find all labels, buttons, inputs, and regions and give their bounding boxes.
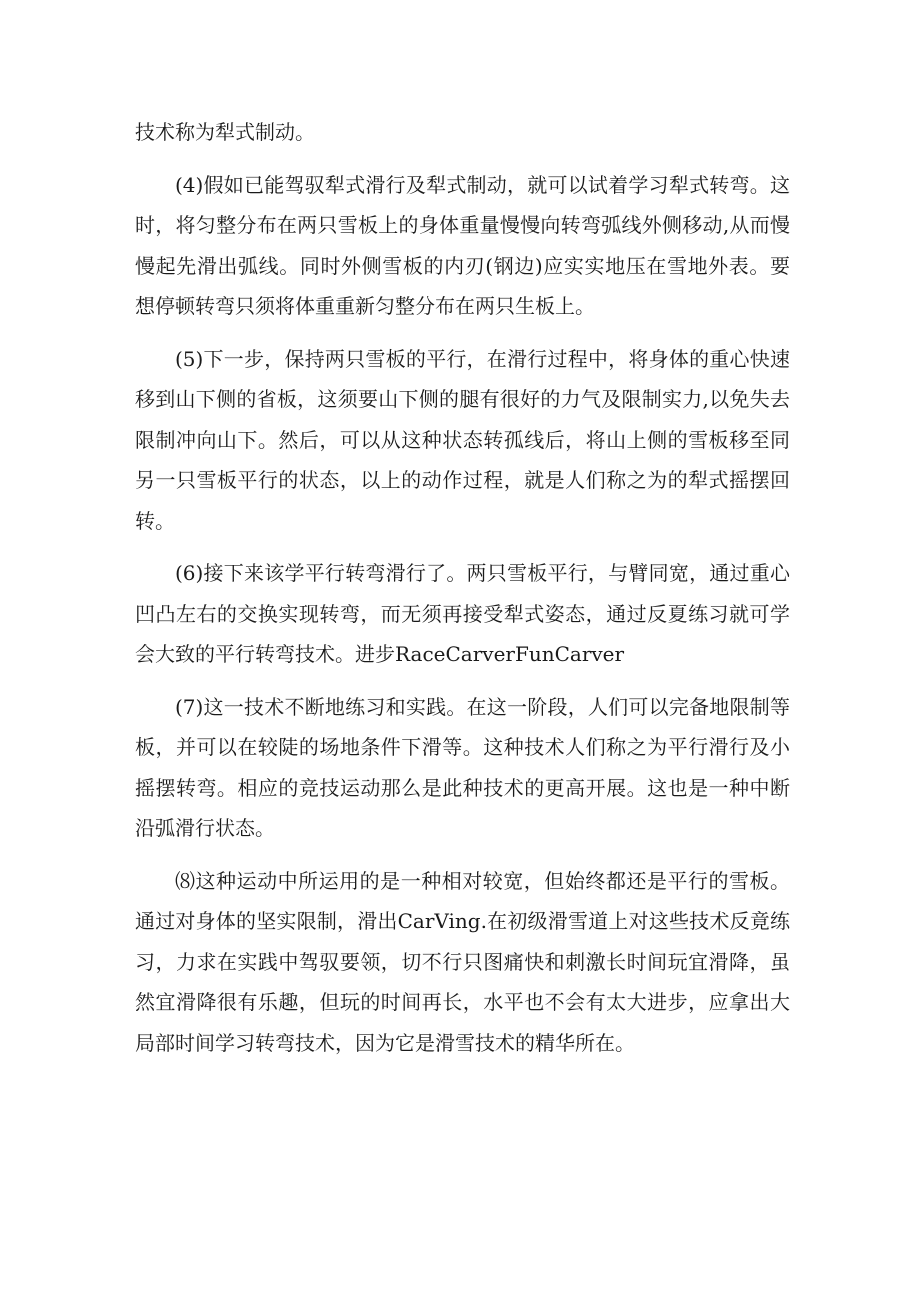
paragraph-step-4: (4)假如已能驾驭犁式滑行及犁式制动，就可以试着学习犁式转弯。这时，将匀整分布在两只雪板上的身体重量慢慢向转弯弧线外侧移动,从而慢慢起先滑出弧线。同时外侧雪板的内刃(钢边)应实实地压在雪地外表。要想停顿转弯只须将体重重新匀整分布在两只生板上。 xyxy=(135,172,790,318)
paragraph-step-8: ⑻这种运动中所运用的是一种相对较宽，但始终都还是平行的雪板。通过对身体的坚实限制，滑出CarVing.在初级滑雪道上对这些技术反竟练习，力求在实践中驾驭要领，切不行只图痛快和刺激长时间玩宜滑降，虽然宜滑降很有乐趣，但玩的时间再长，水平也不会有太大进步，应拿出大局部时间学习转弯技术，因为它是滑雪技术的精华所在。 xyxy=(135,868,790,1055)
paragraph-step-5: (5)下一步，保持两只雪板的平行，在滑行过程中，将身体的重心快速移到山下侧的省板，这须要山下侧的腿有很好的力气及限制实力,以免失去限制冲向山下。然后，可以从这种状态转孤线后，将山上侧的雪板移至同另一只雪板平行的状态，以上的动作过程，就是人们称之为的犁式摇摆回转。 xyxy=(135,346,790,533)
paragraph-step-7: (7)这一技术不断地练习和实践。在这一阶段，人们可以完备地限制等板，并可以在较陡的场地条件下滑等。这种技术人们称之为平行滑行及小摇摆转弯。相应的竞技运动那么是此种技术的更高开展。这也是一种中断沿弧滑行状态。 xyxy=(135,694,790,840)
paragraph-continuation: 技术称为犁式制动。 xyxy=(135,120,315,144)
paragraph-step-6: (6)接下来该学平行转弯滑行了。两只雪板平行，与臂同宽，通过重心凹凸左右的交换实现转弯，而无须再接受犁式姿态，通过反夏练习就可学会大致的平行转弯技术。进步RaceCarverFunCarver xyxy=(135,561,790,666)
document-body xyxy=(135,112,790,1075)
